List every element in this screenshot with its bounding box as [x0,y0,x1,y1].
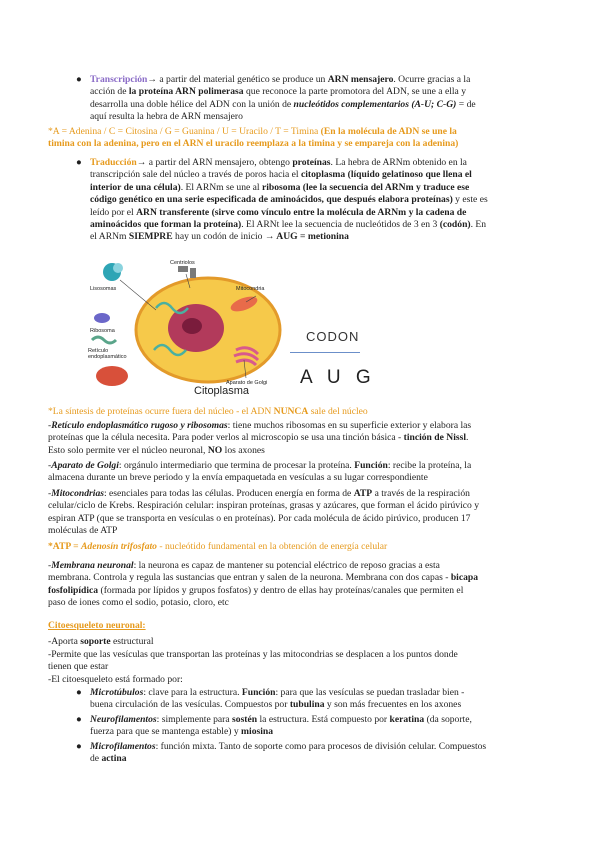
paragraph [48,636,568,686]
term-ribosoma: ribosoma (lee la secuencia del ARNm y traduce ese [261,181,470,193]
text: - [48,460,52,471]
label-mitocondria: Mitocondria [236,286,265,292]
text: aquí resulta la hebra de ARN mensajero [90,111,243,123]
paragraph [90,157,560,244]
text: : la neurona es capaz de mantener su potencial eléctrico de reposo gracias a esta [133,560,440,571]
text: a través de la respiración [372,488,470,499]
mitochondria-large-shape [96,366,128,386]
term-nissl: tinción de Nissl [403,432,467,444]
text: a partir del material genético se produce un [156,74,328,85]
term-reticulo: Retículo endoplasmático rugoso y ribosomas [51,420,228,431]
label-endoplasmatico: endoplasmático [88,354,127,360]
text: : tiene muchos ribosomas en su superficie exterior y elabora las [227,420,472,431]
cell-diagram [86,258,286,398]
term-proteinas: proteínas [292,157,331,168]
term-mitocondrias: Mitocondrias [51,488,104,499]
term-golgi: Aparato de Golgi [51,460,119,471]
text: NUNCA [273,406,309,417]
paragraph [90,74,560,124]
text: proteínas que la célula necesita. Para poder verlos al microscopio se usa una tinción básica - [48,432,404,444]
paragraph [48,560,568,610]
text: . [466,432,469,444]
bullet-neurofilamentos [76,714,560,739]
text: membrana. Controla y regula las sustancias que entran y salen de la neurona. Membrana con dos capas - [48,572,451,584]
text: = de [456,98,476,110]
text: Esto solo permite ver el núcleo neuronal, [48,444,208,456]
bullet-dot: ● [76,741,82,752]
text: estructural [110,636,154,648]
text: hay un codón de inicio [172,231,265,243]
paragraph [48,460,568,485]
text: -El citoesqueleto está formado por: [48,673,183,685]
text: : función mixta. Tanto de soporte como para procesos de división celular. Compuestos [155,741,487,752]
term-atp: ATP [353,488,373,499]
term-sosten: sostén [232,714,258,725]
centriole-shape [190,268,196,278]
text: Adenosín trifosfato [81,541,157,552]
text: *La síntesis de proteínas ocurre fuera del núcleo - el ADN [48,406,274,417]
paragraph [48,126,568,151]
term-bicapa: bicapa [450,572,479,584]
text: - [48,420,52,431]
leader-line [120,280,156,310]
bullet-dot: ● [76,157,82,168]
text: a partir del ARN mensajero, obtengo [146,157,293,168]
text: (da soporte, [424,714,472,725]
term-arn-transferente: ARN transferente (sirve como vínculo entre la molécula de ARNm y la cadena de [136,206,467,218]
text: . En [470,219,487,231]
text: : esenciales para todas las células. Producen energía en forma de [103,488,354,499]
note-atp [48,541,568,553]
term-transcripcion: Transcripción [90,74,148,85]
text: el ARNm [90,231,129,243]
term-neurofilamentos: Neurofilamentos [90,714,157,725]
text: desarrolla una doble hélice del ADN con la unión de [90,98,294,110]
term-arn-mensajero: ARN mensajero [327,74,394,85]
arrow: → [136,157,147,168]
text: código genético en una serie especificada de aminoácidos, que después elabora proteínas) [90,194,453,206]
codon-divider [290,352,360,353]
note-bases [48,126,568,151]
text: - [48,560,52,571]
text: . El ARNm se une al [180,181,262,193]
nucleolus [182,318,202,334]
bullet-microfilamentos [76,741,560,766]
term-funcion: Función [241,687,276,698]
paragraph [48,406,568,418]
arrow: → [147,74,157,85]
text: sale del núcleo [308,406,368,417]
term-citoplasma: citoplasma (líquido gelatinoso que llena el [300,169,472,181]
label-reticulo: Retículo [88,348,109,354]
centriole-shape [178,266,188,272]
text: . La hebra de ARNm obtenido en la [330,157,467,168]
text: : clave para la estructura. [143,687,242,698]
er-icon-shape [92,337,116,343]
term-no: NO [207,444,223,456]
text: espiran ATP (que se transporta en vesículas o en proteínas). Por cada molécula de ácido pirúvico, producen 17 [48,512,471,524]
bullet-dot: ● [76,687,82,698]
label-centriolos: Centriolos [170,260,195,266]
ribosome-shape [94,313,110,323]
heading-citoesqueleto: Citoesqueleto neuronal: [48,620,146,631]
section-membrana [48,560,568,610]
term-funcion: Función [354,460,388,471]
text: y son más frecuentes en los axones [324,699,462,711]
paragraph [48,420,568,457]
bullet-dot: ● [76,714,82,725]
text: que reconoce la parte promotora del ADN, se une a ella y [243,86,467,98]
text: de [90,753,102,765]
text: leído por el [90,206,137,218]
term-traduccion: Traducción [90,157,137,168]
text: buena circulación de las vesículas. Compuestos por [90,699,290,711]
term-arn-polimerasa: la proteína ARN polimerasa [128,86,244,98]
text: los axones [222,444,265,456]
text: y este es [452,194,488,206]
text: : simplemente para [156,714,233,725]
label-golgi: Aparato de Golgi [226,380,268,386]
text: aminoácidos que forman la proteína) [90,219,242,231]
text: interior de una célula) [90,181,181,193]
bullet-microtubulos [76,687,560,712]
term-codon: (codón) [439,219,471,231]
text: . Ocurre gracias a la [393,74,471,85]
text: -Aporta [48,636,81,648]
term-soporte: soporte [80,636,111,648]
codon-value: A U G [300,367,376,388]
term-keratina: keratina [389,714,425,725]
text: -Permite que las vesículas que transportan las proteínas y las mitocondrias se desplacen a los puntos donde [48,648,458,660]
text: : recibe la proteína, la [387,460,472,471]
codon-label: CODON [306,329,360,344]
paragraph [48,488,568,538]
section-reticulo [48,420,568,457]
text: celular/ciclo de Krebs. Respiración celular: inspiran proteínas, grasas y azúcares, que forman el ácido pirúvico y [48,500,480,512]
text: almacena durante un breve periodo y la envía empaquetada en vesículas a su lugar correspondiente [48,472,428,484]
term-membrana: Membrana neuronal [51,560,134,571]
note-sintesis [48,406,568,418]
term-microtubulos: Microtúbulos [90,687,144,698]
text: - [48,488,52,499]
text: la estructura. Está compuesto por [257,714,390,725]
bullet-dot: ● [76,74,82,85]
text: . El ARNt lee la secuencia de nucleótidos de 3 en 3 [241,219,440,231]
text: : orgánulo intermediario que termina de procesar la proteína. [118,460,355,471]
term-nucleotidos: nucleótidos complementarios (A-U; C-G) [293,98,457,110]
term-tubulina: tubulina [289,699,325,711]
text: moléculas de ATP [48,525,118,537]
text: acción de [90,86,129,98]
term-aug: → AUG = metionina [264,231,349,243]
paragraph [90,687,560,712]
text: tienen que estar [48,661,109,673]
term-microfilamentos: Microfilamentos [90,741,156,752]
term-actina: actina [101,753,127,765]
term-fosfolipidica: fosfolipídica [48,584,99,596]
paragraph [48,541,568,553]
lysosome-shape [113,263,123,273]
text: (En la molécula de ADN se une la [320,126,457,137]
text: *ATP = [48,541,82,552]
term-siempre: SIEMPRE [128,231,173,243]
text: paso de iones como el sodio, potasio, cloro, etc [48,597,229,609]
section-golgi [48,460,568,485]
cell-illustration [86,258,286,398]
text: *A = Adenina / C = Citosina / G = Guanina / U = Uracilo / T = Timina [48,126,321,137]
paragraph [90,714,560,739]
bullet-transcripcion [76,74,560,124]
text: (formada por lípidos y grupos fosfatos) y dentro de ellas hay proteínas/canales que permiten el [98,584,464,596]
section-citoesqueleto [48,620,568,686]
text: fuerza para que se mantenga estable) y [90,726,242,738]
term-miosina: miosina [241,726,274,738]
section-mitocondrias [48,488,568,538]
paragraph [90,741,560,766]
text: transcripción sale del núcleo a través de poros hacia el [90,169,301,181]
text: - nucleótido fundamental en la obtención de energía celular [156,541,388,552]
label-lisosomas: Lisosomas [90,286,117,292]
bullet-traduccion [76,157,560,244]
label-citoplasma: Citoplasma [194,385,250,397]
text: timina con la adenina, pero en el ARN el uracilo reemplaza a la timina y se empareja con la adenina) [48,138,459,150]
text: : para que las vesículas se puedan trasladar bien - [275,687,465,698]
label-ribosoma: Ribosoma [90,328,115,334]
